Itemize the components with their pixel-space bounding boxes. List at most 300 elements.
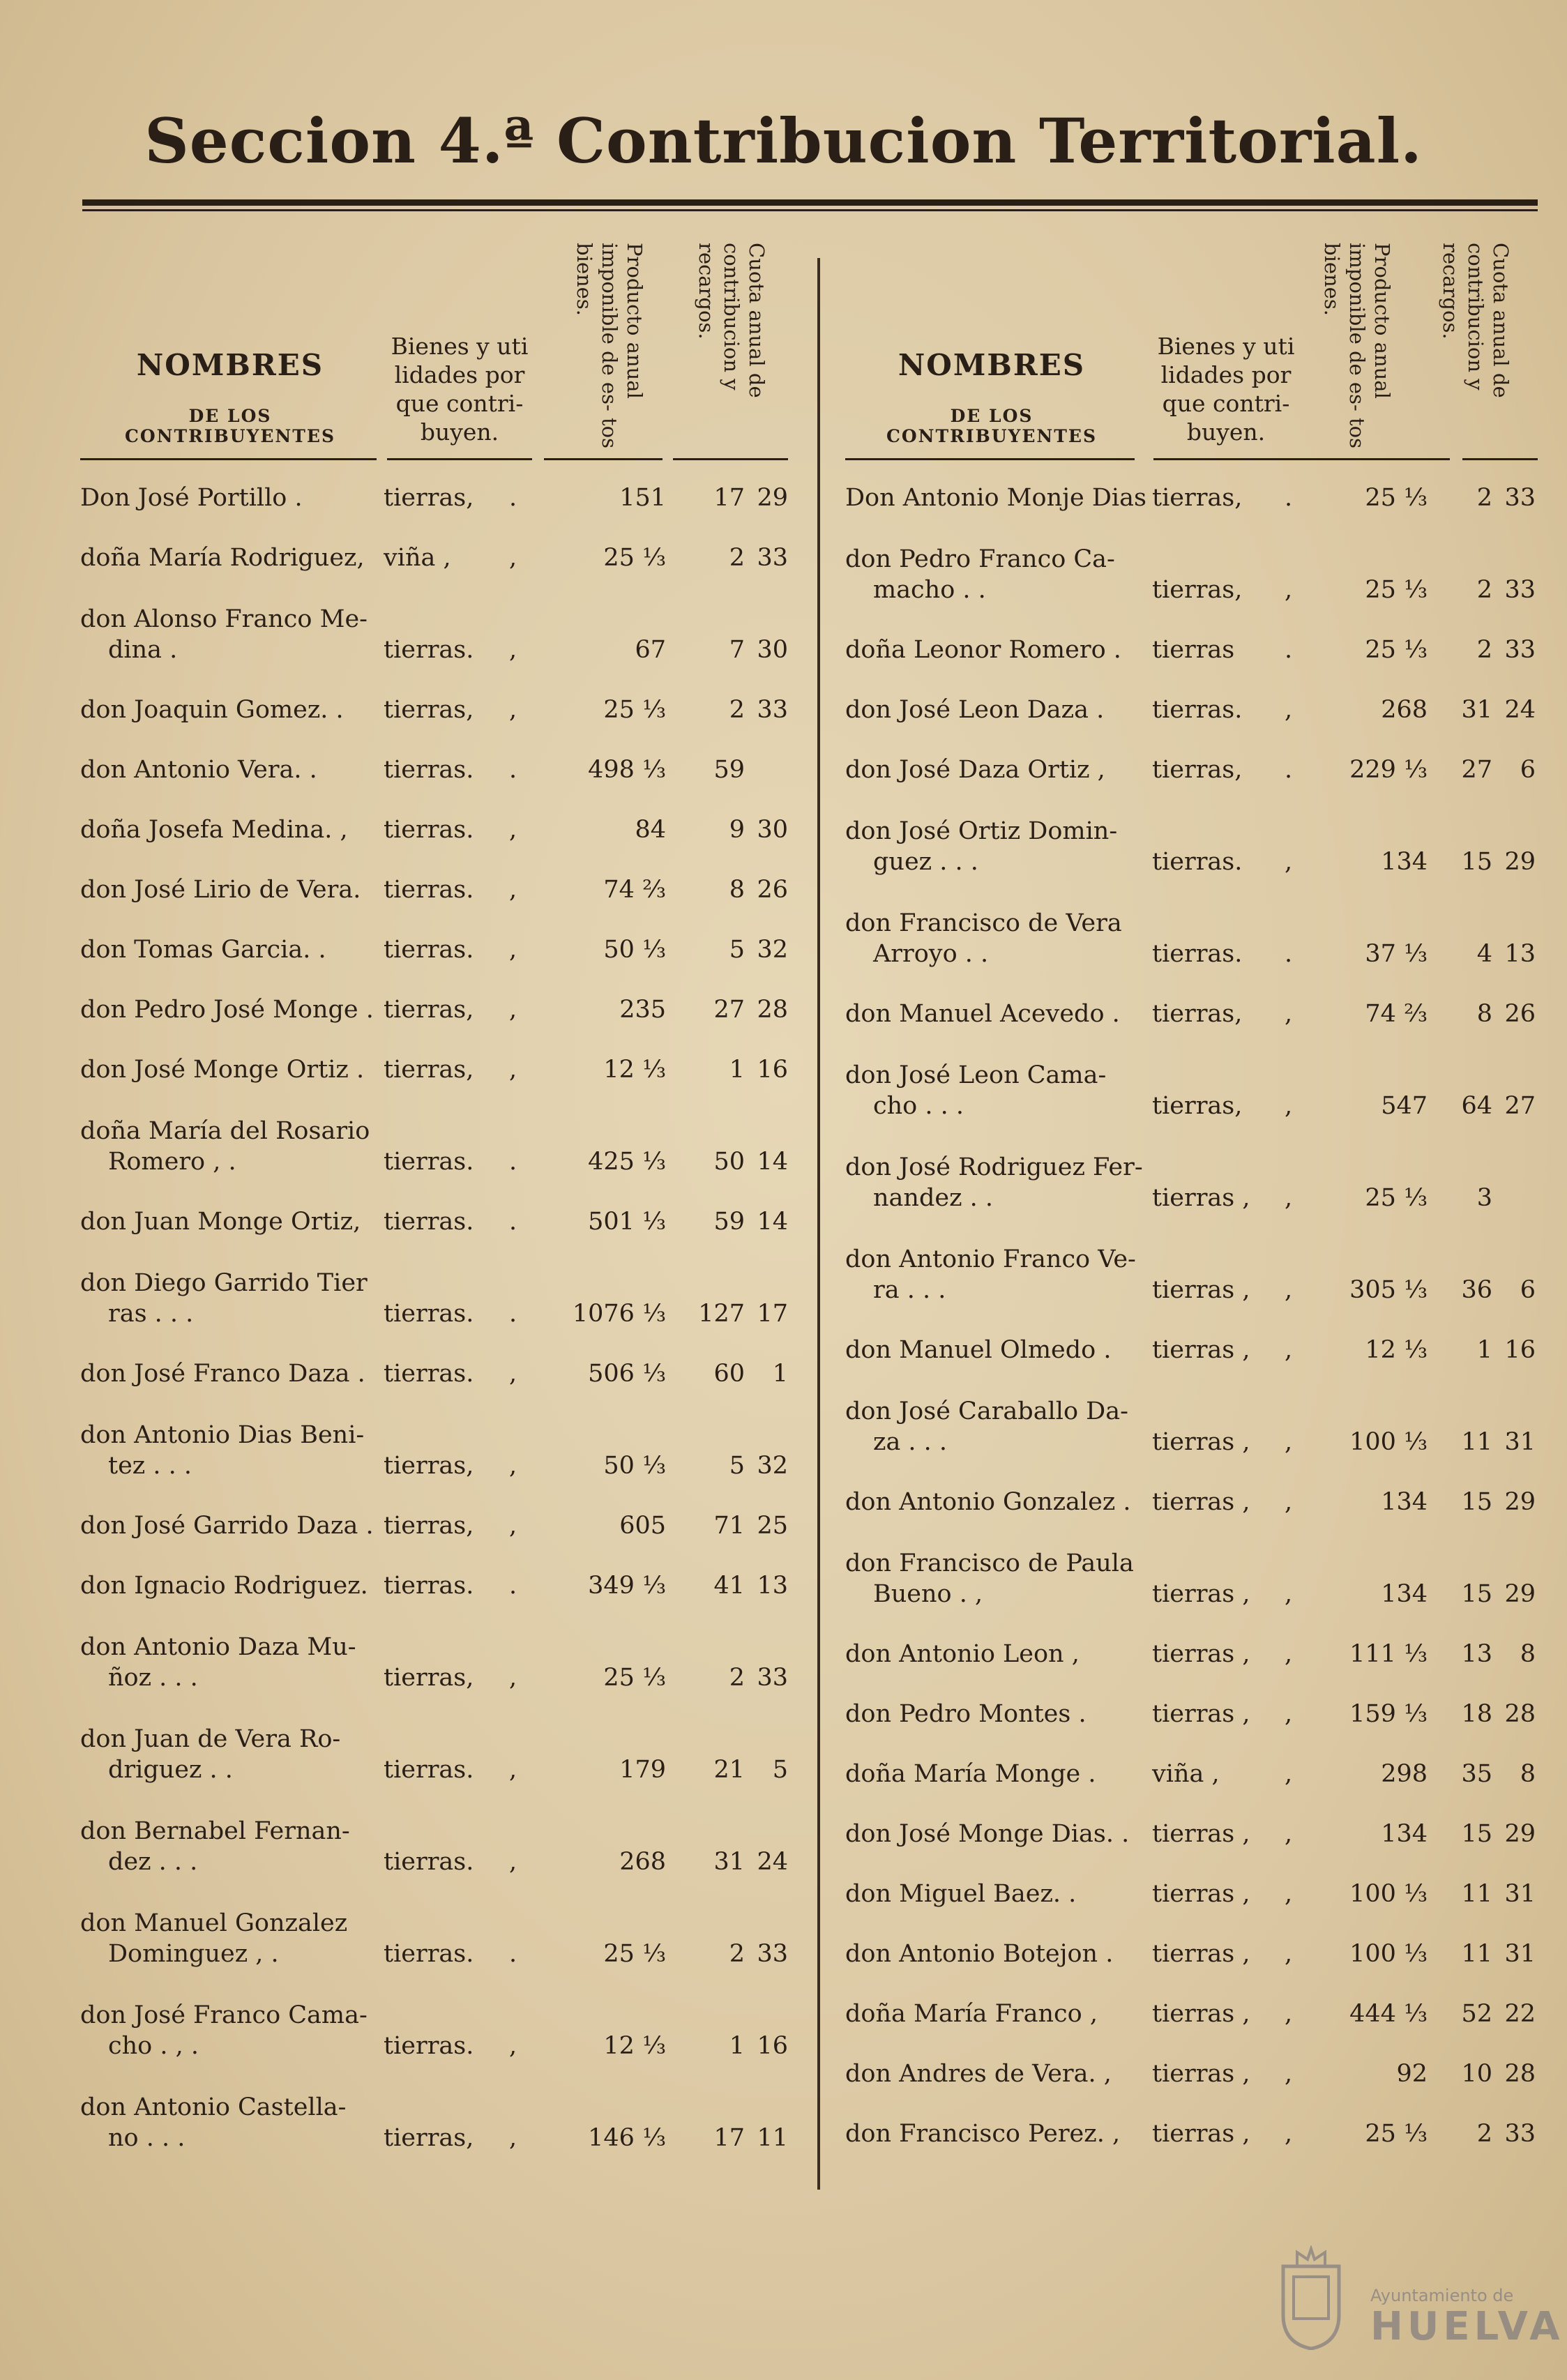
- asset-type: tierras.: [384, 1848, 474, 1876]
- table-row: [80, 972, 792, 1032]
- separator-mark: .: [509, 756, 517, 784]
- asset-type: tierras,: [1152, 756, 1243, 784]
- annual-quota: 27 28: [713, 996, 788, 1024]
- asset-type: tierras.: [384, 636, 474, 664]
- asset-type: tierras.: [384, 1208, 474, 1236]
- annual-quota: 59 14: [713, 1208, 788, 1236]
- annual-quota: 2 33: [1476, 576, 1536, 604]
- coat-of-arms-icon: [1276, 2245, 1346, 2350]
- separator-mark: ,: [1285, 1184, 1293, 1212]
- title-rule: [82, 199, 1538, 206]
- contributor-name: don Antonio Vera. .: [80, 756, 317, 784]
- asset-type: tierras ,: [1152, 1580, 1250, 1608]
- contributor-name: don Antonio Gonzalez .: [845, 1488, 1131, 1516]
- left-table-header: [80, 230, 792, 460]
- table-row: [845, 460, 1539, 520]
- left-table: [80, 230, 792, 2204]
- contributor-name: don Juan Monge Ortiz,: [80, 1208, 361, 1236]
- header-producto: Producto anual imponible de es- tos bienes.: [1320, 243, 1394, 448]
- table-row: [845, 2096, 1539, 2156]
- annual-quota: 11 31: [1461, 1940, 1536, 1968]
- annual-quota: 1 16: [729, 1056, 788, 1084]
- table-row: [845, 884, 1539, 976]
- asset-type: tierras ,: [1152, 1700, 1250, 1728]
- contributor-name: don José Franco Cama- cho . , .: [80, 2001, 368, 2060]
- contributor-name: don Andres de Vera. ,: [845, 2060, 1112, 2088]
- separator-mark: ,: [1285, 2000, 1293, 2028]
- contributor-name: don Juan de Vera Ro- driguez . .: [80, 1725, 341, 1784]
- table-row: [845, 1796, 1539, 1856]
- asset-type: tierras,: [384, 2124, 474, 2152]
- separator-mark: .: [1285, 756, 1293, 784]
- annual-product: 134: [1381, 1580, 1428, 1608]
- annual-quota: 2 33: [729, 1940, 788, 1968]
- contributor-name: doña Leonor Romero .: [845, 636, 1121, 664]
- contributor-name: don José Leon Cama- cho . . .: [845, 1061, 1107, 1120]
- annual-quota: 7 30: [729, 636, 788, 664]
- annual-product: 134: [1381, 1488, 1428, 1516]
- annual-product: 25 ⅓: [1365, 1184, 1428, 1212]
- contributor-name: don José Franco Daza .: [80, 1360, 365, 1388]
- header-cuota: Cuota anual de contribucion y recargos.: [1439, 243, 1513, 398]
- contributor-name: don Tomas Garcia. .: [80, 936, 326, 964]
- annual-quota: 2 33: [729, 544, 788, 572]
- annual-product: 37 ⅓: [1365, 940, 1428, 968]
- separator-mark: ,: [1285, 1640, 1293, 1668]
- asset-type: tierras ,: [1152, 1184, 1250, 1212]
- table-row: [80, 1792, 792, 1884]
- contributor-name: don José Daza Ortiz ,: [845, 756, 1105, 784]
- asset-type: tierras,: [384, 1452, 474, 1480]
- separator-mark: ,: [509, 936, 517, 964]
- table-row: [845, 1676, 1539, 1736]
- separator-mark: .: [509, 1148, 517, 1176]
- contributor-name: don José Caraballo Da- za . . .: [845, 1397, 1128, 1456]
- annual-quota: 17 11: [713, 2124, 788, 2152]
- contributor-name: doña María Monge .: [845, 1760, 1096, 1788]
- separator-mark: ,: [509, 1848, 517, 1876]
- contributor-name: don José Ortiz Domin- guez . . .: [845, 817, 1118, 876]
- annual-quota: 17 29: [713, 484, 788, 512]
- contributor-name: don Ignacio Rodriguez.: [80, 1572, 368, 1600]
- annual-quota: 4 13: [1476, 940, 1536, 968]
- contributor-name: don Miguel Baez. .: [845, 1880, 1077, 1908]
- annual-product: 547: [1381, 1092, 1428, 1120]
- asset-type: tierras.: [384, 756, 474, 784]
- annual-quota: 15 29: [1461, 1488, 1536, 1516]
- annual-quota: 2 33: [1476, 636, 1536, 664]
- table-row: [845, 1464, 1539, 1524]
- contributor-name: don Joaquin Gomez. .: [80, 696, 344, 724]
- annual-quota: 41 13: [713, 1572, 788, 1600]
- left-rows: [80, 460, 792, 2160]
- annual-product: 50 ⅓: [603, 1452, 666, 1480]
- annual-product: 92: [1396, 2060, 1428, 2088]
- separator-mark: ,: [509, 816, 517, 844]
- annual-quota: 35 8: [1461, 1760, 1536, 1788]
- asset-type: tierras,: [384, 484, 474, 512]
- asset-type: tierras ,: [1152, 1276, 1250, 1304]
- asset-type: tierras.: [1152, 848, 1243, 876]
- annual-quota: 11 31: [1461, 1880, 1536, 1908]
- table-row: [845, 1976, 1539, 2036]
- asset-type: tierras ,: [1152, 2060, 1250, 2088]
- separator-mark: ,: [1285, 1336, 1293, 1364]
- header-producto: Producto anual imponible de es- tos bienes.: [573, 243, 646, 448]
- separator-mark: ,: [509, 1664, 517, 1692]
- separator-mark: ,: [509, 996, 517, 1024]
- annual-product: 134: [1381, 1820, 1428, 1848]
- table-row: [845, 1312, 1539, 1372]
- asset-type: tierras.: [384, 1300, 474, 1328]
- annual-quota: 8 26: [729, 876, 788, 904]
- table-row: [80, 1244, 792, 1336]
- separator-mark: ,: [509, 1452, 517, 1480]
- contributor-name: don Pedro Franco Ca- macho . .: [845, 545, 1115, 604]
- annual-product: 100 ⅓: [1349, 1428, 1428, 1456]
- contributor-name: don Pedro José Monge .: [80, 996, 374, 1024]
- annual-quota: 15 29: [1461, 1580, 1536, 1608]
- table-row: [80, 792, 792, 852]
- contributor-name: don Francisco Perez. ,: [845, 2120, 1121, 2148]
- table-row: [80, 1488, 792, 1548]
- annual-quota: 60 1: [713, 1360, 788, 1388]
- contributor-name: don Antonio Botejon .: [845, 1940, 1114, 1968]
- separator-mark: .: [509, 1572, 517, 1600]
- contributor-name: don José Rodriguez Fer- nandez . .: [845, 1153, 1143, 1212]
- separator-mark: ,: [1285, 696, 1293, 724]
- annual-product: 12 ⅓: [603, 2032, 666, 2060]
- annual-product: 425 ⅓: [588, 1148, 666, 1176]
- asset-type: viña ,: [384, 544, 451, 572]
- contributor-name: Don Antonio Monje Dias: [845, 484, 1146, 512]
- annual-product: 25 ⅓: [1365, 2120, 1428, 2148]
- separator-mark: ,: [1285, 1880, 1293, 1908]
- asset-type: tierras,: [1152, 1000, 1243, 1028]
- annual-quota: 10 28: [1461, 2060, 1536, 2088]
- stamp-city: HUELVA: [1370, 2304, 1564, 2349]
- annual-product: 100 ⅓: [1349, 1880, 1428, 1908]
- table-row: [80, 580, 792, 672]
- header-cuota: Cuota anual de contribucion y recargos.: [695, 243, 769, 398]
- annual-product: 1076 ⅓: [572, 1300, 666, 1328]
- annual-product: 444 ⅓: [1349, 2000, 1428, 2028]
- annual-product: 12 ⅓: [603, 1056, 666, 1084]
- annual-product: 235: [619, 996, 666, 1024]
- separator-mark: ,: [509, 2124, 517, 2152]
- contributor-name: don Pedro Montes .: [845, 1700, 1087, 1728]
- asset-type: tierras: [1152, 636, 1235, 664]
- annual-product: 25 ⅓: [603, 1664, 666, 1692]
- table-row: [80, 520, 792, 580]
- archive-stamp: [1276, 2245, 1564, 2371]
- asset-type: tierras ,: [1152, 1336, 1250, 1364]
- annual-product: 100 ⅓: [1349, 1940, 1428, 1968]
- contributor-name: don Manuel Olmedo .: [845, 1336, 1112, 1364]
- annual-quota: 18 28: [1461, 1700, 1536, 1728]
- separator-mark: .: [509, 484, 517, 512]
- asset-type: tierras ,: [1152, 1940, 1250, 1968]
- separator-mark: ,: [1285, 2120, 1293, 2148]
- annual-product: 268: [619, 1848, 666, 1876]
- contributor-name: don José Leon Daza .: [845, 696, 1105, 724]
- contributor-name: don Antonio Castella- no . . .: [80, 2093, 347, 2152]
- annual-quota: 2 33: [729, 1664, 788, 1692]
- annual-quota: 31 24: [1461, 696, 1536, 724]
- contributor-name: don Francisco de Vera Arroyo . .: [845, 909, 1122, 968]
- table-row: [845, 1128, 1539, 1220]
- contributor-name: don Bernabel Fernan- dez . . .: [80, 1817, 350, 1876]
- separator-mark: ,: [1285, 1276, 1293, 1304]
- annual-quota: 50 14: [713, 1148, 788, 1176]
- table-row: [80, 672, 792, 732]
- annual-product: 67: [635, 636, 666, 664]
- contributor-name: Don José Portillo .: [80, 484, 303, 512]
- annual-product: 25 ⅓: [603, 1940, 666, 1968]
- table-row: [80, 1976, 792, 2068]
- separator-mark: ,: [1285, 1580, 1293, 1608]
- asset-type: tierras,: [384, 696, 474, 724]
- annual-product: 25 ⅓: [1365, 484, 1428, 512]
- annual-product: 111 ⅓: [1349, 1640, 1428, 1668]
- annual-quota: 27 6: [1461, 756, 1536, 784]
- contributor-name: don Antonio Franco Ve- ra . . .: [845, 1245, 1136, 1304]
- separator-mark: ,: [1285, 1760, 1293, 1788]
- table-row: [845, 520, 1539, 612]
- separator-mark: ,: [1285, 1820, 1293, 1848]
- annual-product: 605: [619, 1512, 666, 1540]
- stamp-caption: Ayuntamiento de: [1370, 2286, 1514, 2305]
- asset-type: tierras.: [384, 936, 474, 964]
- asset-type: tierras,: [1152, 484, 1243, 512]
- contributor-name: doña María del Rosario Romero , .: [80, 1117, 370, 1176]
- annual-product: 25 ⅓: [1365, 636, 1428, 664]
- separator-mark: ,: [1285, 1488, 1293, 1516]
- annual-quota: 71 25: [713, 1512, 788, 1540]
- annual-quota: 127 17: [698, 1300, 788, 1328]
- annual-product: 229 ⅓: [1349, 756, 1428, 784]
- separator-mark: ,: [1285, 1000, 1293, 1028]
- table-row: [845, 1616, 1539, 1676]
- asset-type: tierras.: [384, 1940, 474, 1968]
- contributor-name: doña María Franco ,: [845, 2000, 1098, 2028]
- asset-type: tierras,: [384, 1056, 474, 1084]
- asset-type: tierras.: [1152, 940, 1243, 968]
- contributor-name: don Antonio Leon ,: [845, 1640, 1080, 1668]
- table-row: [80, 1336, 792, 1396]
- table-row: [80, 1092, 792, 1184]
- asset-type: tierras ,: [1152, 1488, 1250, 1516]
- separator-mark: ,: [1285, 1428, 1293, 1456]
- table-row: [80, 912, 792, 972]
- annual-product: 506 ⅓: [588, 1360, 666, 1388]
- header-bienes: Bienes y uti lidades por que contri- buyen.: [391, 333, 529, 446]
- annual-quota: 52 22: [1461, 2000, 1536, 2028]
- asset-type: tierras.: [384, 2032, 474, 2060]
- annual-product: 179: [619, 1756, 666, 1784]
- annual-quota: 1 16: [1476, 1336, 1536, 1364]
- table-row: [845, 672, 1539, 732]
- annual-quota: 5 32: [729, 936, 788, 964]
- asset-type: tierras,: [384, 1664, 474, 1692]
- separator-mark: ,: [509, 696, 517, 724]
- asset-type: tierras ,: [1152, 1428, 1250, 1456]
- column-divider: [817, 258, 820, 2190]
- table-row: [845, 1524, 1539, 1616]
- annual-quota: 13 8: [1461, 1640, 1536, 1668]
- asset-type: tierras,: [384, 996, 474, 1024]
- table-row: [80, 1032, 792, 1092]
- separator-mark: .: [1285, 940, 1293, 968]
- separator-mark: .: [509, 1300, 517, 1328]
- contributor-name: don Alonso Franco Me- dina .: [80, 605, 368, 664]
- table-row: [845, 976, 1539, 1036]
- asset-type: tierras,: [1152, 576, 1243, 604]
- table-row: [845, 612, 1539, 672]
- table-row: [845, 1036, 1539, 1128]
- annual-quota: 2 33: [1476, 484, 1536, 512]
- annual-quota: 8 26: [1476, 1000, 1536, 1028]
- annual-quota: 2 33: [729, 696, 788, 724]
- separator-mark: ,: [1285, 848, 1293, 876]
- table-row: [845, 792, 1539, 884]
- contributor-name: don Diego Garrido Tier ras . . .: [80, 1269, 368, 1328]
- separator-mark: .: [509, 1940, 517, 1968]
- separator-mark: ,: [1285, 1700, 1293, 1728]
- annual-product: 134: [1381, 848, 1428, 876]
- table-row: [80, 1608, 792, 1700]
- separator-mark: .: [1285, 484, 1293, 512]
- separator-mark: ,: [1285, 2060, 1293, 2088]
- asset-type: tierras,: [384, 1512, 474, 1540]
- annual-product: 50 ⅓: [603, 936, 666, 964]
- separator-mark: ,: [509, 2032, 517, 2060]
- right-table-header: [845, 230, 1539, 460]
- asset-type: tierras.: [384, 876, 474, 904]
- asset-type: tierras ,: [1152, 2000, 1250, 2028]
- header-bienes: Bienes y uti lidades por que contri- buyen.: [1157, 333, 1295, 446]
- annual-quota: 59: [713, 756, 745, 784]
- table-row: [80, 852, 792, 912]
- contributor-name: don José Lirio de Vera.: [80, 876, 361, 904]
- table-row: [845, 732, 1539, 792]
- title-rule-thin: [82, 209, 1538, 211]
- asset-type: tierras ,: [1152, 1640, 1250, 1668]
- table-row: [845, 1372, 1539, 1464]
- annual-product: 268: [1381, 696, 1428, 724]
- annual-product: 159 ⅓: [1349, 1700, 1428, 1728]
- table-row: [80, 1184, 792, 1244]
- annual-product: 305 ⅓: [1349, 1276, 1428, 1304]
- annual-product: 74 ⅔: [603, 876, 666, 904]
- separator-mark: .: [1285, 636, 1293, 664]
- table-row: [80, 1700, 792, 1792]
- annual-quota: 64 27: [1461, 1092, 1536, 1120]
- table-row: [845, 2036, 1539, 2096]
- header-names: NOMBRES DE LOS CONTRIBUYENTES: [125, 348, 335, 446]
- separator-mark: .: [509, 1208, 517, 1236]
- asset-type: tierras.: [384, 1572, 474, 1600]
- table-row: [845, 1856, 1539, 1916]
- contributor-name: don José Monge Dias. .: [845, 1820, 1130, 1848]
- separator-mark: ,: [509, 1360, 517, 1388]
- table-row: [80, 2068, 792, 2160]
- asset-type: tierras.: [1152, 696, 1243, 724]
- annual-quota: 21 5: [713, 1756, 788, 1784]
- contributor-name: don Manuel Gonzalez Dominguez , .: [80, 1909, 348, 1968]
- contributor-name: don Antonio Dias Beni- tez . . .: [80, 1421, 365, 1480]
- table-row: [80, 1396, 792, 1488]
- annual-quota: 15 29: [1461, 848, 1536, 876]
- annual-product: 151: [619, 484, 666, 512]
- table-row: [80, 732, 792, 792]
- contributor-name: don Francisco de Paula Bueno . ,: [845, 1549, 1134, 1608]
- separator-mark: ,: [1285, 1092, 1293, 1120]
- header-names: NOMBRES DE LOS CONTRIBUYENTES: [886, 348, 1097, 446]
- separator-mark: ,: [509, 544, 517, 572]
- annual-product: 298: [1381, 1760, 1428, 1788]
- annual-product: 146 ⅓: [588, 2124, 666, 2152]
- separator-mark: ,: [509, 876, 517, 904]
- separator-mark: ,: [1285, 576, 1293, 604]
- annual-product: 74 ⅔: [1365, 1000, 1428, 1028]
- separator-mark: ,: [509, 636, 517, 664]
- table-row: [845, 1736, 1539, 1796]
- right-rows: [845, 460, 1539, 2156]
- right-table: [845, 230, 1539, 2204]
- contributor-name: don Antonio Daza Mu- ñoz . . .: [80, 1633, 356, 1692]
- annual-quota: 11 31: [1461, 1428, 1536, 1456]
- asset-type: tierras,: [1152, 1092, 1243, 1120]
- contributor-name: doña María Rodriguez,: [80, 544, 365, 572]
- table-row: [845, 1916, 1539, 1976]
- contributor-name: don Manuel Acevedo .: [845, 1000, 1120, 1028]
- annual-product: 84: [635, 816, 666, 844]
- separator-mark: ,: [1285, 1940, 1293, 1968]
- annual-quota: 9 30: [729, 816, 788, 844]
- separator-mark: ,: [509, 1756, 517, 1784]
- asset-type: tierras ,: [1152, 2120, 1250, 2148]
- annual-quota: 2 33: [1476, 2120, 1536, 2148]
- table-row: [80, 460, 792, 520]
- annual-quota: 31 24: [713, 1848, 788, 1876]
- annual-quota: 5 32: [729, 1452, 788, 1480]
- table-row: [80, 1884, 792, 1976]
- asset-type: tierras.: [384, 1756, 474, 1784]
- asset-type: tierras ,: [1152, 1820, 1250, 1848]
- table-row: [845, 1220, 1539, 1312]
- contributor-name: doña Josefa Medina. ,: [80, 816, 348, 844]
- annual-product: 12 ⅓: [1365, 1336, 1428, 1364]
- annual-product: 498 ⅓: [588, 756, 666, 784]
- annual-product: 25 ⅓: [1365, 576, 1428, 604]
- asset-type: tierras.: [384, 1148, 474, 1176]
- annual-quota: 15 29: [1461, 1820, 1536, 1848]
- separator-mark: ,: [509, 1512, 517, 1540]
- separator-mark: ,: [509, 1056, 517, 1084]
- annual-quota: 36 6: [1461, 1276, 1536, 1304]
- asset-type: viña ,: [1152, 1760, 1220, 1788]
- annual-quota: 1 16: [729, 2032, 788, 2060]
- annual-product: 25 ⅓: [603, 696, 666, 724]
- table-row: [80, 1548, 792, 1608]
- annual-product: 501 ⅓: [588, 1208, 666, 1236]
- asset-type: tierras.: [384, 1360, 474, 1388]
- annual-quota: 3: [1476, 1184, 1492, 1212]
- asset-type: tierras ,: [1152, 1880, 1250, 1908]
- page-title: Seccion 4.ª Contribucion Territorial.: [144, 105, 1423, 177]
- annual-product: 349 ⅓: [588, 1572, 666, 1600]
